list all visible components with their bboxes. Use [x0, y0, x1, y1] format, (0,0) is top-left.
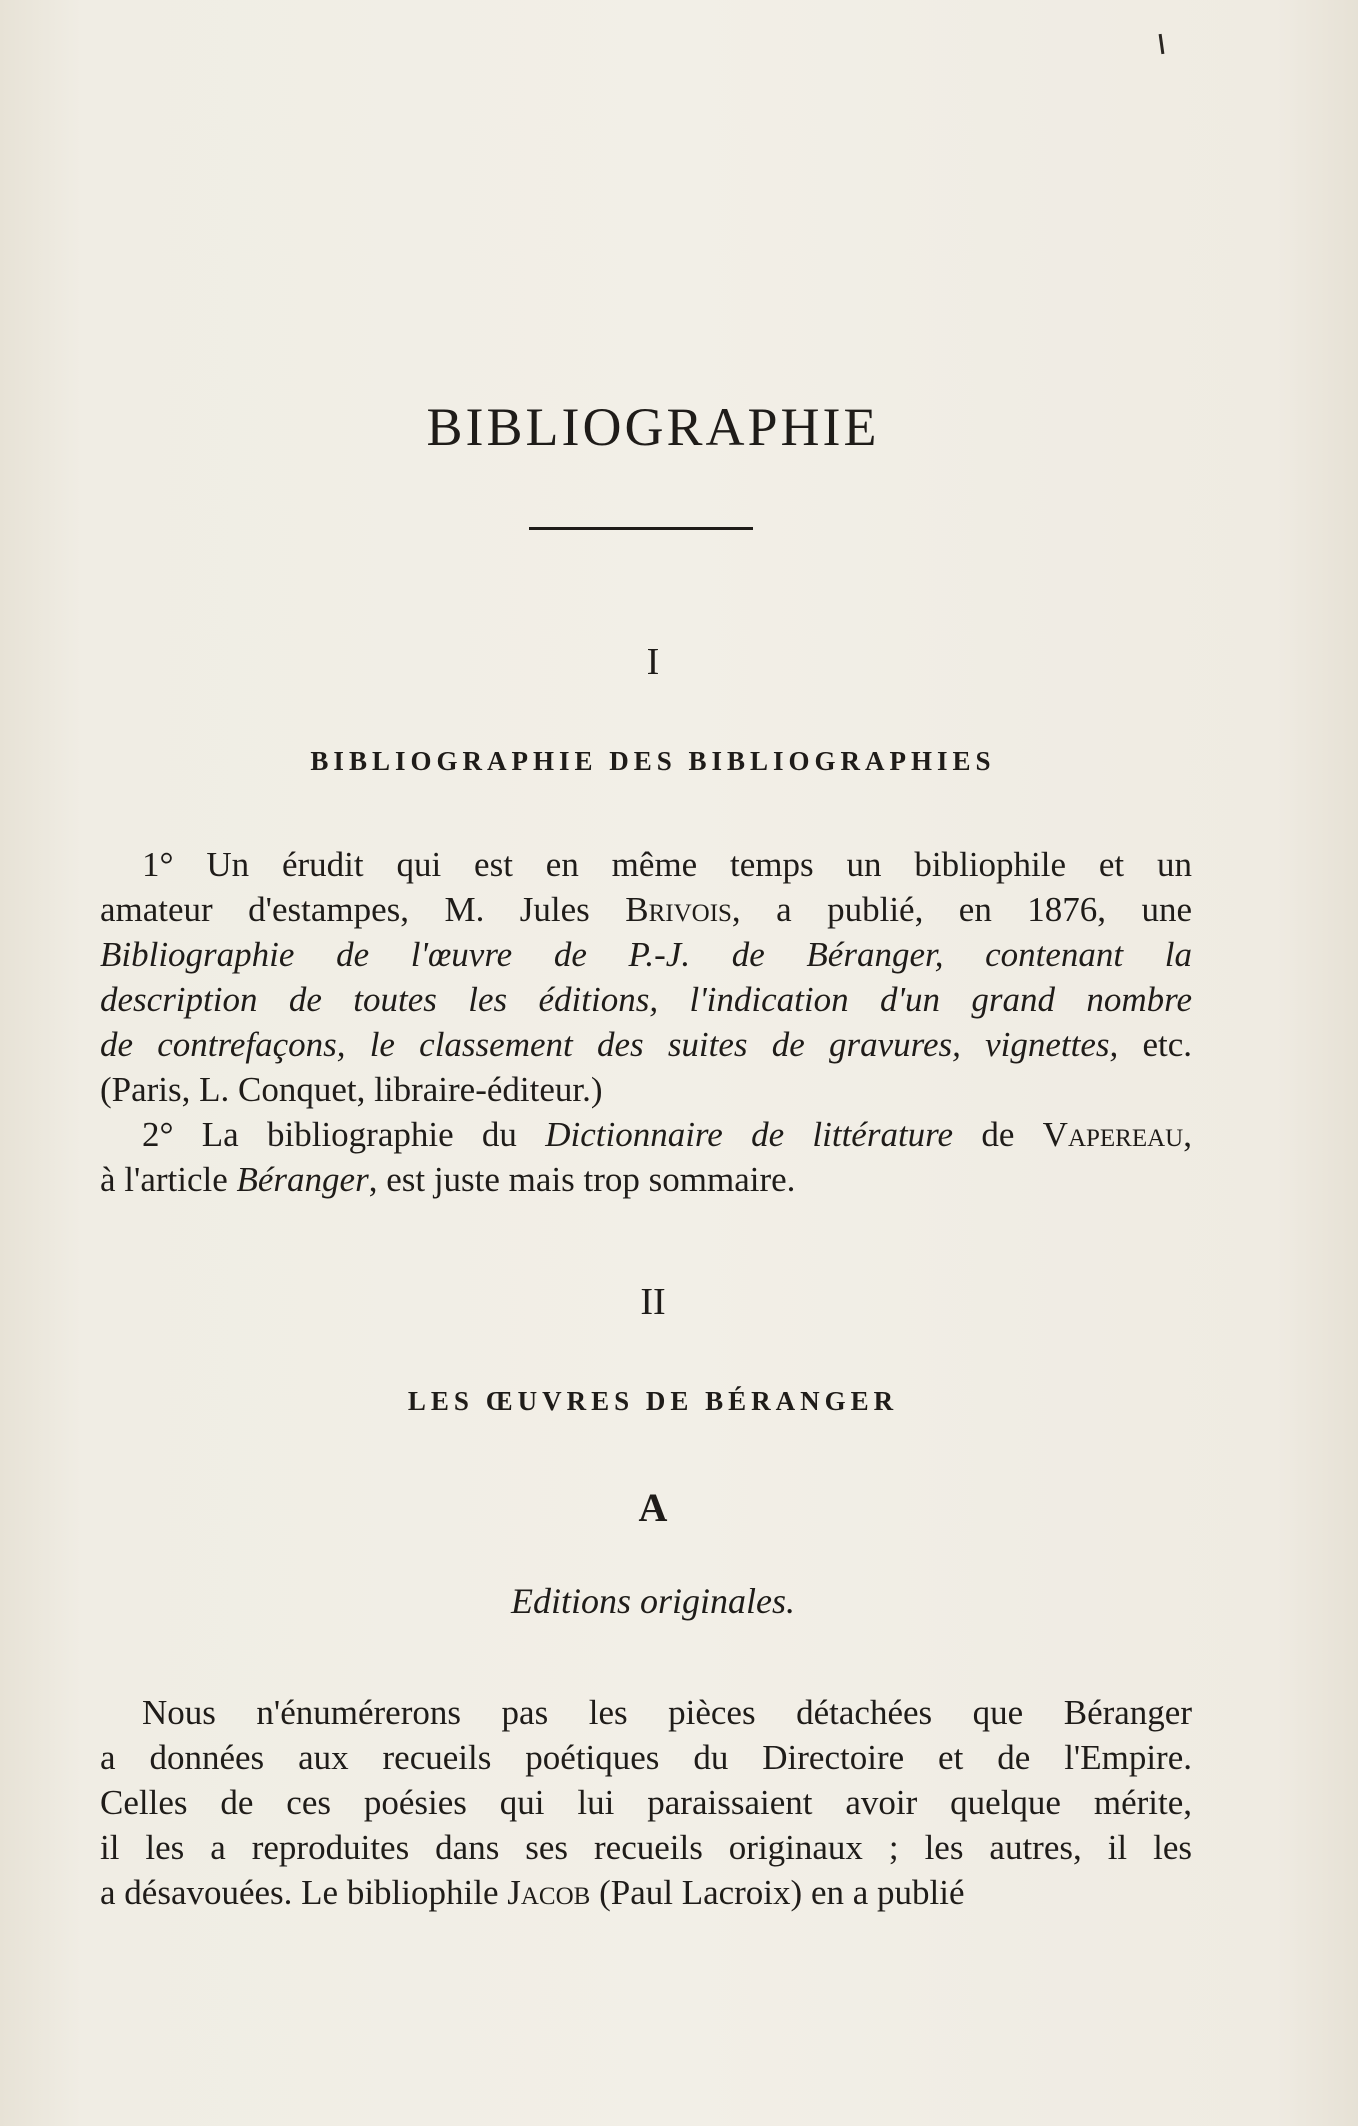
italic-text: Dictionnaire de littérature [545, 1115, 954, 1154]
text-line: il les a reproduites dans ses recueils originaux ; les autres, il les [100, 1828, 1192, 1867]
italic-text: description de toutes les éditions, l'indication d'un grand nombre [100, 980, 1192, 1019]
subsection-letter: A [638, 1485, 668, 1530]
small-caps-name: Brivois [625, 890, 732, 929]
section-2-paragraph-1 [100, 1690, 1192, 1915]
text-line [100, 932, 1192, 977]
page-title: BIBLIOGRAPHIE [426, 397, 880, 457]
section-number-1: I [646, 641, 660, 683]
text-line: 2° La bibliographie du Dictionnaire de littérature de Vapereau, [142, 1115, 1192, 1154]
italic-text: Bibliographie de l'œuvre de P.-J. de Béranger, contenant la [100, 935, 1192, 974]
text-line: Nous n'énumérerons pas les pièces détachées que Béranger [142, 1693, 1192, 1732]
section-heading-1: BIBLIOGRAPHIE DES BIBLIOGRAPHIES [310, 746, 996, 776]
italic-text: Béranger [236, 1160, 369, 1199]
text-line [100, 977, 1192, 1022]
text-line: a désavouées. Le bibliophile Jacob (Paul Lacroix) en a publié [100, 1873, 965, 1912]
text-line: Celles de ces poésies qui lui paraissaient avoir quelque mérite, [100, 1783, 1192, 1822]
section-heading-2: LES ŒUVRES DE BÉRANGER [407, 1386, 899, 1416]
text-line: 1° Un érudit qui est en même temps un bibliophile et un [142, 845, 1192, 884]
small-caps-name: Vapereau [1042, 1115, 1184, 1154]
text-line: de contrefaçons, le classement des suites de gravures, vignettes, etc. [100, 1025, 1192, 1064]
margin-mark [1159, 34, 1165, 54]
title-rule [529, 527, 753, 530]
small-caps-name: Jacob [507, 1873, 591, 1912]
text-line: amateur d'estampes, M. Jules Brivois, a publié, en 1876, une [100, 890, 1192, 929]
text-line: (Paris, L. Conquet, libraire-éditeur.) [100, 1070, 603, 1109]
subsection-title: Editions originales. [510, 1581, 795, 1621]
section-1-paragraph-1 [100, 842, 1192, 1112]
paragraph [100, 842, 1192, 1112]
paragraph [100, 1690, 1192, 1915]
paragraph [100, 1112, 1192, 1202]
text-line: a données aux recueils poétiques du Directoire et de l'Empire. [100, 1738, 1192, 1777]
section-number-2: II [640, 1281, 666, 1323]
text-line: à l'article Béranger, est juste mais trop sommaire. [100, 1160, 796, 1199]
italic-text: de contrefaçons, le classement des suites de gravures, vignettes, [100, 1025, 1119, 1064]
section-1-paragraph-2 [100, 1112, 1192, 1202]
